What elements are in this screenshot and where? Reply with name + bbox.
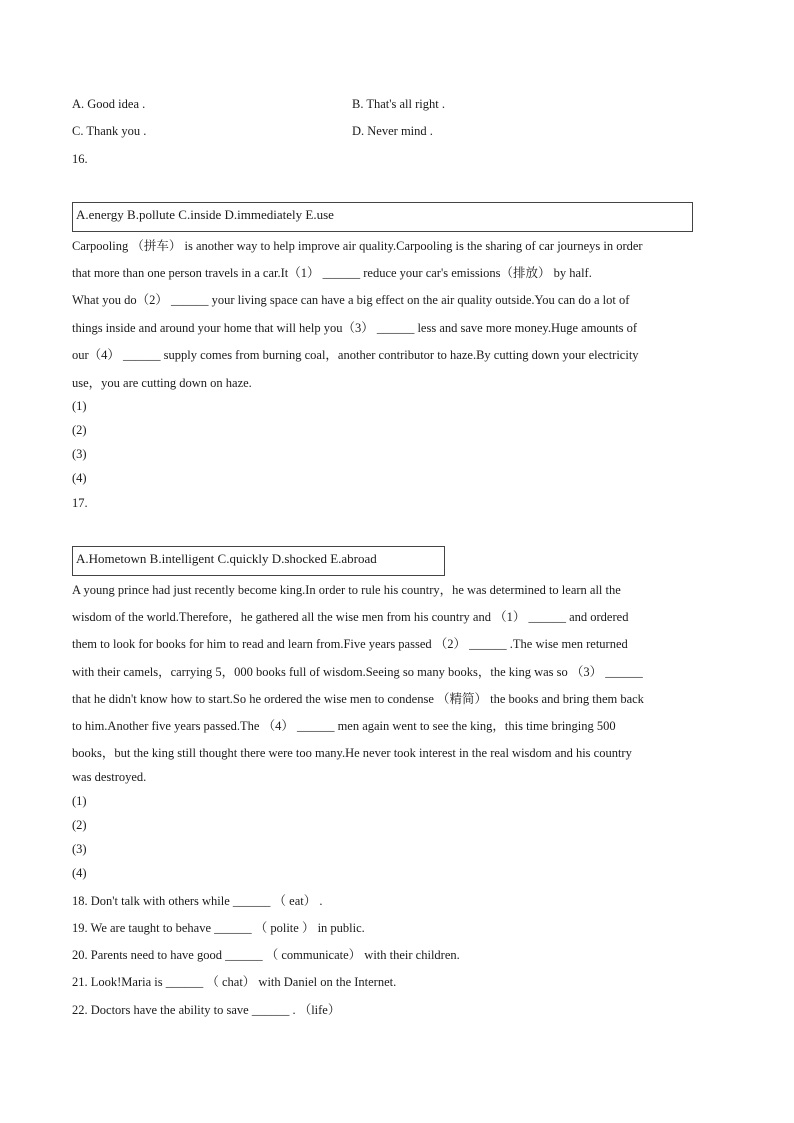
q16-passage-line: What you do（2） ______ your living space can have a big effect on the air quality outside.You can do a lot of [72,293,630,307]
q16-number: 16. [72,152,88,166]
q16-passage-line: use，you are cutting down on haze. [72,376,252,390]
q17-number: 17. [72,496,88,510]
q17-answer-2: (2) [72,818,87,832]
q16-passage-line: Carpooling （拼车） is another way to help improve air quality.Carpooling is the sharing of car journeys in order [72,239,643,253]
q15-option-b: B. That's all right . [352,97,445,111]
q22-fill-in: 22. Doctors have the ability to save ______ . （life） [72,1003,341,1017]
q15-option-d: D. Never mind . [352,124,433,138]
q21-fill-in: 21. Look!Maria is ______ （ chat） with Daniel on the Internet. [72,975,397,989]
q17-passage-line: was destroyed. [72,770,147,784]
q17-passage-line: A young prince had just recently become king.In order to rule his country，he was determined to learn all the [72,583,621,597]
q15-option-c: C. Thank you . [72,124,147,138]
q18-fill-in: 18. Don't talk with others while ______ （ eat） . [72,894,323,908]
q20-fill-in: 20. Parents need to have good ______ （ communicate） with their children. [72,948,460,962]
q17-answer-4: (4) [72,866,87,880]
q17-answer-1: (1) [72,794,87,808]
q17-answer-3: (3) [72,842,87,856]
q17-passage-line: to him.Another five years passed.The （4） ______ men again went to see the king，this time bringing 500 [72,719,616,733]
q16-passage-line: our（4） ______ supply comes from burning coal，another contributor to haze.By cutting down your electricity [72,348,639,362]
q15-option-a: A. Good idea . [72,97,146,111]
q17-passage-line: books，but the king still thought there were too many.He never took interest in the real wisdom and his country [72,746,632,760]
q17-passage-line: them to look for books for him to read and learn from.Five years passed （2） ______ .The wise men returned [72,637,628,651]
q17-word-bank: A.Hometown B.intelligent C.quickly D.shocked E.abroad [72,546,445,576]
q17-passage-line: wisdom of the world.Therefore，he gathered all the wise men from his country and （1） ______ and ordered [72,610,629,624]
q16-answer-3: (3) [72,447,87,461]
q16-answer-2: (2) [72,423,87,437]
q16-passage-line: things inside and around your home that will help you（3） ______ less and save more money.Huge amounts of [72,321,638,335]
q16-answer-1: (1) [72,399,87,413]
q16-passage-line: that more than one person travels in a car.It（1） ______ reduce your car's emissions（排放） by half. [72,266,592,280]
q16-word-bank: A.energy B.pollute C.inside D.immediately E.use [72,202,693,232]
q17-passage-line: with their camels，carrying 5，000 books full of wisdom.Seeing so many books，the king was so （3） ______ [72,665,643,679]
q16-answer-4: (4) [72,471,87,485]
q19-fill-in: 19. We are taught to behave ______ （ polite ） in public. [72,921,365,935]
q17-passage-line: that he didn't know how to start.So he ordered the wise men to condense （精简） the books and bring them back [72,692,644,706]
